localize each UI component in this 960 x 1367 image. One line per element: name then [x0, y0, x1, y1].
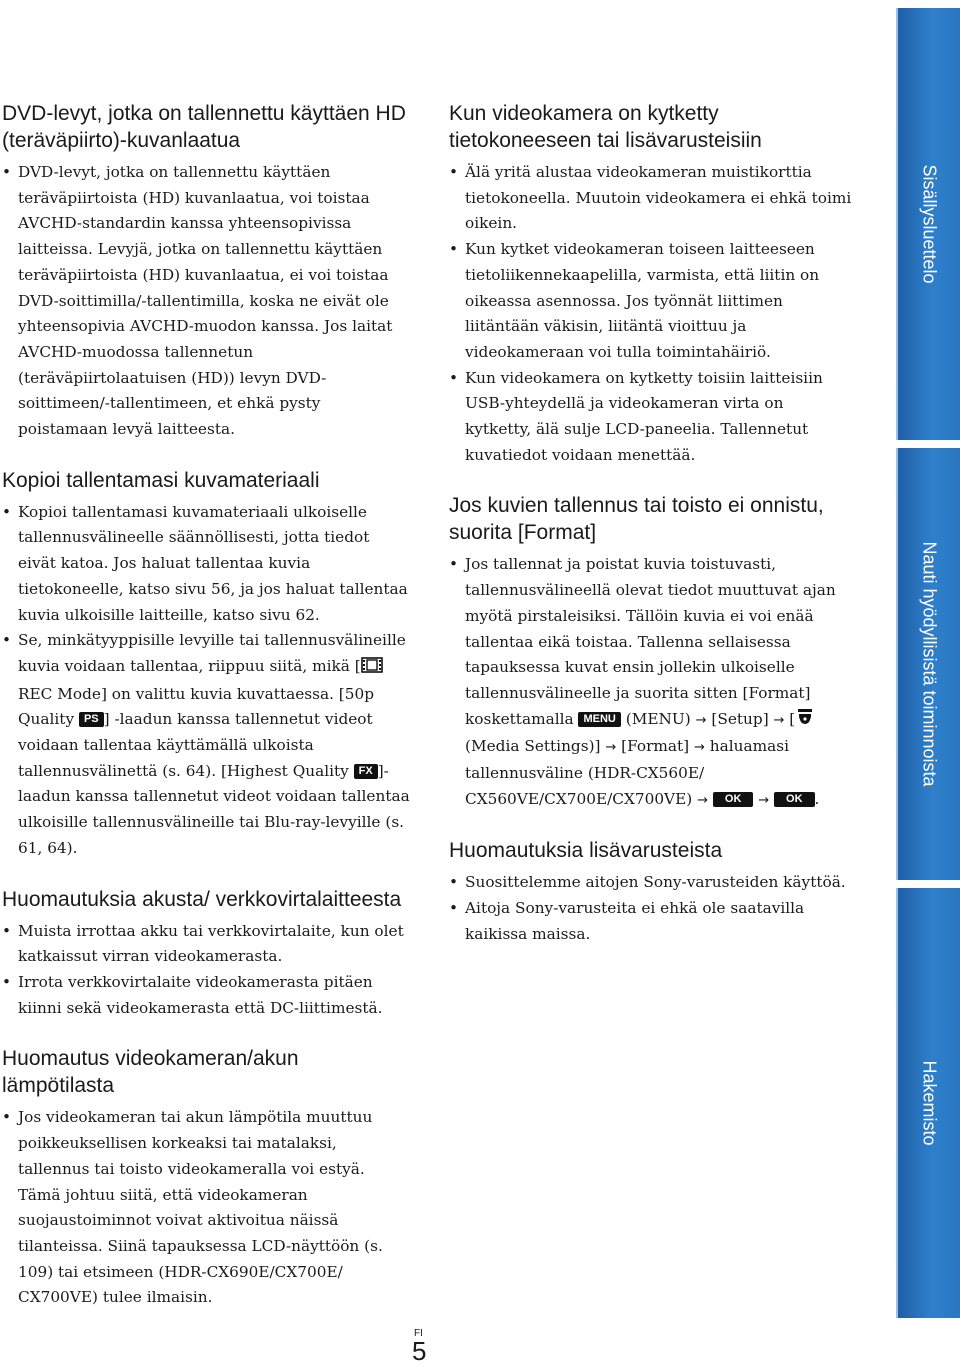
- text-fragment: [Setup]: [706, 709, 774, 728]
- list-item: • Aitoja Sony-varusteita ei ehkä ole saatavilla kaikissa maissa.: [449, 896, 854, 947]
- arrow-right-icon: →: [695, 712, 707, 728]
- list-copy-material: [2, 500, 412, 862]
- tab-table-of-contents[interactable]: [896, 8, 960, 440]
- list-item: • Jos videokameran tai akun lämpötila muuttuu poikkeuksellisen korkeaksi tai matalaksi, tallennus tai toisto videokameralla voi estyä. Tämä johtuu siitä, että videokameran suojaustoiminnot voivat aktivoitua näissä tilanteissa. Siinä tapauksessa LCD-näyttöön (s. 109) tai etsimeen (HDR-CX690E/CX700E/ CX700VE) tulee ilmaisin.: [2, 1105, 412, 1311]
- list-item: • DVD-levyt, jotka on tallennettu käyttäen teräväpiirtoista (HD) kuvanlaatua, voi toistaa AVCHD-standardin kanssa yhteensopivissa laitteissa. Levyjä, jotka on tallennettu käyttäen teräväpiirtoista (HD) kuvanlaatua, ei voi toistaa DVD-soittimilla/-tallentimilla, koska ne eivät ole yhteensopivia AVCHD-muodon kanssa. Jos laitat AVCHD-muodossa tallennetun (teräväpiirtolaatuisen (HD)) levyn DVD-soittimeen/-tallentimeen, et ehkä pysty poistamaan levyä laitteesta.: [2, 160, 412, 443]
- list-item: • Kun videokamera on kytketty toisiin laitteisiin USB-yhteydellä ja videokameran virta on kytketty, älä sulje LCD-paneelia. Tallennetut kuvatiedot voidaan menettää.: [449, 366, 854, 469]
- list-battery-notes: [2, 919, 412, 1022]
- heading-copy-material: Kopioi tallentamasi kuvamateriaali: [2, 468, 320, 492]
- left-column: [2, 100, 412, 1335]
- text-fragment: ]-laadun kanssa tallennetut videot voidaan tallentaa ulkoisille tallennusvälineille tai Blu-ray-levyille (s. 61, 64).: [18, 761, 410, 857]
- text-fragment: Jos tallennat ja poistat kuvia toistuvasti, tallennusvälineellä olevat tiedot muuttuvat ajan myötä pirstaleisiksi. Tällöin kuvia ei voi enää tallentaa eikä toistaa. Tallenna sellaisessa tapauksessa kuvat ensin jollekin ulkoiselle tallennusvälineelle ja suorita sitten [Format] koskettamalla: [465, 555, 836, 728]
- right-column: [449, 100, 854, 972]
- tab-label: Nauti hyödyllisistä toiminnoista: [919, 541, 940, 787]
- list-item: • Suosittelemme aitojen Sony-varusteiden käyttöä.: [449, 870, 854, 896]
- section-copy-material: [2, 467, 412, 862]
- media-settings-icon: [795, 708, 817, 735]
- text-fragment: ] -laadun kanssa tallennetut videot voidaan tallentaa käyttämällä ulkoista tallennusvälinettä (s. 64). [Highest Quality: [18, 710, 373, 780]
- text-fragment: .: [814, 789, 820, 808]
- text-fragment: [Format]: [616, 737, 695, 756]
- text-fragment: (MENU): [620, 709, 696, 728]
- list-dvd-discs: [2, 160, 412, 443]
- list-item: • Irrota verkkovirtalaite videokamerasta pitäen kiinni sekä videokamerasta että DC-liittimestä.: [2, 970, 412, 1021]
- list-item: • Kun kytket videokameran toiseen laitteeseen tietoliikennekaapelilla, varmista, että liitin on oikeassa asennossa. Jos työnnät liittimen liitäntään väkisin, liitäntä vioittuu ja videokameraan voi tulla toimintahäiriö.: [449, 237, 854, 366]
- section-dvd-discs: [2, 100, 412, 443]
- ok-icon: OK: [774, 792, 815, 807]
- film-icon: [361, 656, 383, 682]
- ps-quality-icon: PS: [79, 712, 104, 727]
- ok-icon: OK: [713, 792, 754, 807]
- section-battery-notes: [2, 886, 412, 1022]
- list-item: • Älä yritä alustaa videokameran muistikorttia tietokoneella. Muutoin videokamera ei ehkä toimi oikein.: [449, 160, 854, 237]
- heading-accessories: Huomautuksia lisävarusteista: [449, 839, 723, 863]
- tab-label: Hakemisto: [919, 1060, 940, 1146]
- list-item: • Muista irrottaa akku tai verkkovirtalaite, kun olet katkaissut virran videokamerasta.: [2, 919, 412, 970]
- section-accessories: [449, 837, 854, 947]
- list-computer-connection: [449, 160, 854, 468]
- list-temperature: [2, 1105, 412, 1311]
- list-item: [2, 628, 412, 861]
- section-temperature: [2, 1045, 412, 1311]
- section-format: [449, 492, 854, 813]
- tab-useful-functions[interactable]: [896, 448, 960, 880]
- list-format: [449, 552, 854, 813]
- arrow-right-icon: →: [758, 792, 770, 808]
- heading-dvd-discs: DVD-levyt, jotka on tallennettu käyttäen HD (teräväpiirto)-kuvanlaatua: [2, 102, 406, 152]
- text-fragment: [: [784, 709, 796, 728]
- arrow-right-icon: →: [605, 740, 617, 756]
- heading-temperature: Huomautus videokameran/akun lämpötilasta: [2, 1047, 299, 1098]
- list-item: • Kopioi tallentamasi kuvamateriaali ulkoiselle tallennusvälineelle säännöllisesti, jotta tiedot eivät katoa. Jos haluat tallentaa kuvia tietokoneelle, katso sivu 56, ja jos haluat tallentaa kuvia ulkoisille laitteille, katso sivu 62.: [2, 500, 412, 629]
- list-accessories: [449, 870, 854, 947]
- fx-quality-icon: FX: [354, 764, 378, 779]
- text-fragment: haluamasi tallennusväline (HDR-CX560E/ CX560VE/CX700E/CX700VE): [465, 737, 789, 808]
- heading-battery-notes: Huomautuksia akusta/ verkkovirtalaitteesta: [2, 887, 402, 911]
- tab-label: Sisällysluettelo: [919, 164, 940, 284]
- section-computer-connection: [449, 100, 854, 468]
- side-tabs: [896, 8, 960, 1318]
- page-language: FI: [414, 1328, 423, 1339]
- text-fragment: (Media Settings)]: [465, 737, 606, 756]
- heading-format: Jos kuvien tallennus tai toisto ei onnistu, suorita [Format]: [449, 494, 824, 545]
- heading-computer-connection: Kun videokamera on kytketty tietokoneeseen tai lisävarusteisiin: [449, 102, 762, 152]
- text-fragment: REC Mode] on valittu kuvia kuvattaessa. [50p Quality: [18, 684, 375, 729]
- arrow-right-icon: →: [773, 712, 785, 728]
- arrow-right-icon: →: [697, 792, 709, 808]
- text-fragment: Se, minkätyyppisille levyille tai tallennusvälineille kuvia voidaan tallentaa, riippuu siitä, mikä [: [18, 631, 406, 675]
- list-item: [449, 552, 854, 813]
- arrow-right-icon: →: [694, 740, 705, 756]
- tab-index[interactable]: [896, 888, 960, 1318]
- page-number: 5: [412, 1336, 427, 1366]
- menu-icon: MENU: [578, 712, 620, 727]
